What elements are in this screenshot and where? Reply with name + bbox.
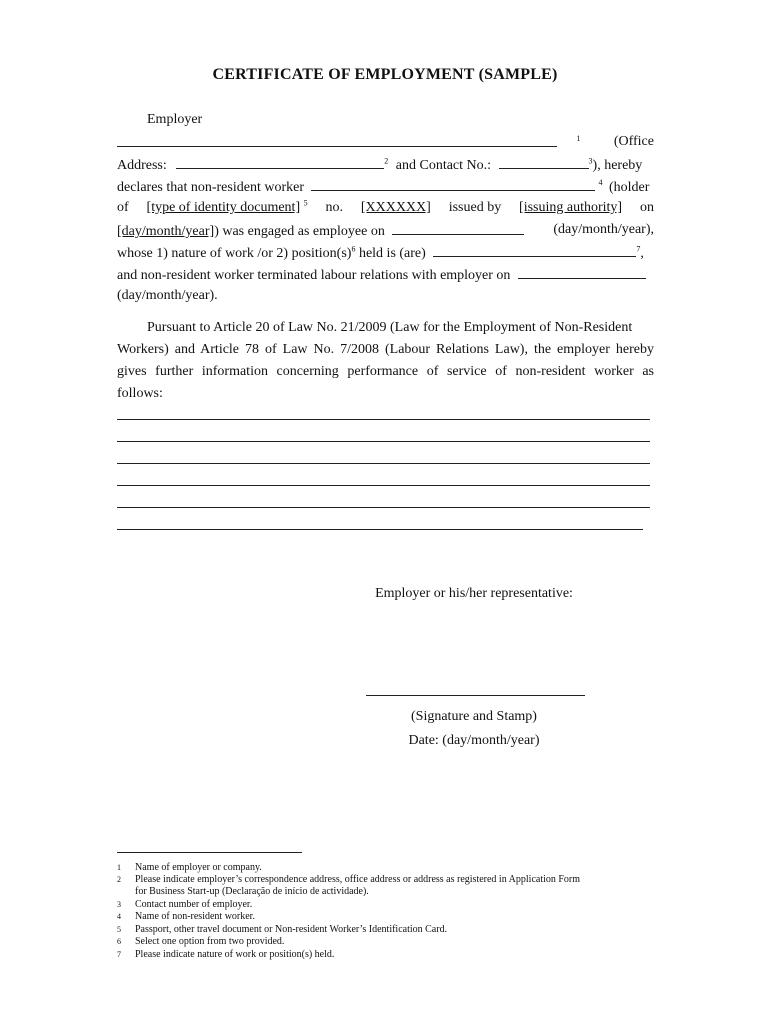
no-text: no. (325, 200, 343, 215)
address-label: Address: (117, 158, 167, 173)
termination-date-blank[interactable] (518, 265, 646, 279)
engagement-date-field[interactable]: [day/month/year] (117, 224, 215, 239)
address-blank[interactable] (176, 155, 384, 169)
footnote-ref-3: 3 (588, 156, 593, 166)
engagement-line (117, 221, 654, 241)
footnote-ref-2: 2 (384, 156, 389, 166)
employer-name-line (117, 133, 654, 153)
footnote-7 (117, 949, 334, 961)
footnote-num: 2 (117, 875, 121, 884)
footnote-num: 3 (117, 900, 121, 909)
footnote-ref-5: 5 (303, 198, 308, 208)
held-text: held is (are) (358, 246, 426, 261)
footnote-text: Please indicate employer’s correspondence address, office address or address as registered in Application Form (135, 874, 581, 885)
footnote-text: Select one option from two provided. (135, 936, 285, 947)
follows-text: follows: (117, 386, 163, 401)
article-line-2: Workers) and Article 78 of Law No. 7/2008 (Labour Relations Law), the employer hereby (117, 342, 654, 357)
worker-line (117, 177, 649, 197)
date-format-text: (day/month/year), (553, 222, 654, 237)
article-line-1: Pursuant to Article 20 of Law No. 21/2009 (Law for the Employment of Non-Resident (147, 320, 633, 335)
comma-text: , (640, 246, 644, 261)
footnote-text: Passport, other travel document or Non-resident Worker’s Identification Card. (135, 924, 448, 935)
termination-text: and non-resident worker terminated labour relations with employer on (117, 268, 511, 283)
contact-label: and Contact No.: (395, 158, 492, 173)
signature-line[interactable] (366, 695, 585, 696)
contact-blank[interactable] (499, 155, 589, 169)
termination-date-format: (day/month/year). (117, 288, 218, 303)
footnote-2 (117, 874, 580, 886)
address-line (117, 155, 642, 175)
footnote-num: 4 (117, 912, 121, 921)
performance-line-2[interactable] (117, 441, 650, 442)
nature-of-work-text: whose 1) nature of work /or 2) position(s) (117, 246, 352, 261)
footnote-separator (117, 852, 302, 853)
footnote-text: Please indicate nature of work or position(s) held. (135, 949, 335, 960)
representative-label: Employer or his/her representative: (375, 586, 573, 601)
footnote-ref-4: 4 (598, 178, 603, 188)
identity-document-field[interactable]: [type of identity document] (146, 200, 301, 215)
identity-line (117, 199, 654, 217)
termination-line (117, 265, 646, 285)
document-number-field[interactable]: [XXXXXX] (360, 200, 431, 215)
worker-name-blank[interactable] (311, 177, 595, 191)
holder-text: (holder (608, 180, 650, 195)
performance-line-4[interactable] (117, 485, 650, 486)
employer-name-blank[interactable] (117, 133, 557, 147)
footnote-ref-1: 1 (576, 134, 581, 144)
footnote-num: 1 (117, 863, 121, 872)
of-text: of (117, 200, 129, 215)
footnote-num: 6 (117, 937, 121, 946)
employer-label: Employer (147, 112, 203, 127)
footnote-text: Name of employer or company. (135, 862, 262, 873)
article-line-3: gives further information concerning performance of service of non-resident worker as (117, 364, 654, 379)
footnote-5 (117, 924, 447, 936)
performance-line-3[interactable] (117, 463, 650, 464)
worker-label: declares that non-resident worker (117, 180, 304, 195)
footnote-3 (117, 899, 252, 911)
office-text: (Office (613, 134, 654, 149)
footnote-text: for Business Start-up (Declaração de início de actividade). (135, 886, 369, 897)
footnote-ref-6: 6 (351, 244, 356, 254)
footnote-ref-7: 7 (636, 244, 641, 254)
footnote-num: 5 (117, 925, 121, 934)
engagement-date-blank[interactable] (392, 221, 524, 235)
position-blank[interactable] (433, 243, 636, 257)
footnote-1 (117, 862, 262, 874)
on-text: on (639, 200, 654, 215)
position-line (117, 243, 644, 263)
issued-by-text: issued by (448, 200, 502, 215)
footnote-4 (117, 911, 255, 923)
issuing-authority-field[interactable]: [issuing authority] (519, 200, 623, 215)
engaged-text: ) was engaged as employee on (214, 224, 385, 239)
performance-line-6[interactable] (117, 529, 643, 530)
performance-line-1[interactable] (117, 419, 650, 420)
footnote-text: Name of non-resident worker. (135, 911, 255, 922)
date-label: Date: (day/month/year) (408, 733, 540, 748)
footnote-num: 7 (117, 950, 121, 959)
performance-line-5[interactable] (117, 507, 650, 508)
footnote-2-cont (117, 886, 369, 898)
document-title: CERTIFICATE OF EMPLOYMENT (SAMPLE) (212, 66, 558, 83)
footnote-6 (117, 936, 284, 948)
signature-stamp-label: (Signature and Stamp) (411, 709, 537, 724)
hereby-text: ), hereby (592, 158, 643, 173)
footnote-text: Contact number of employer. (135, 899, 253, 910)
